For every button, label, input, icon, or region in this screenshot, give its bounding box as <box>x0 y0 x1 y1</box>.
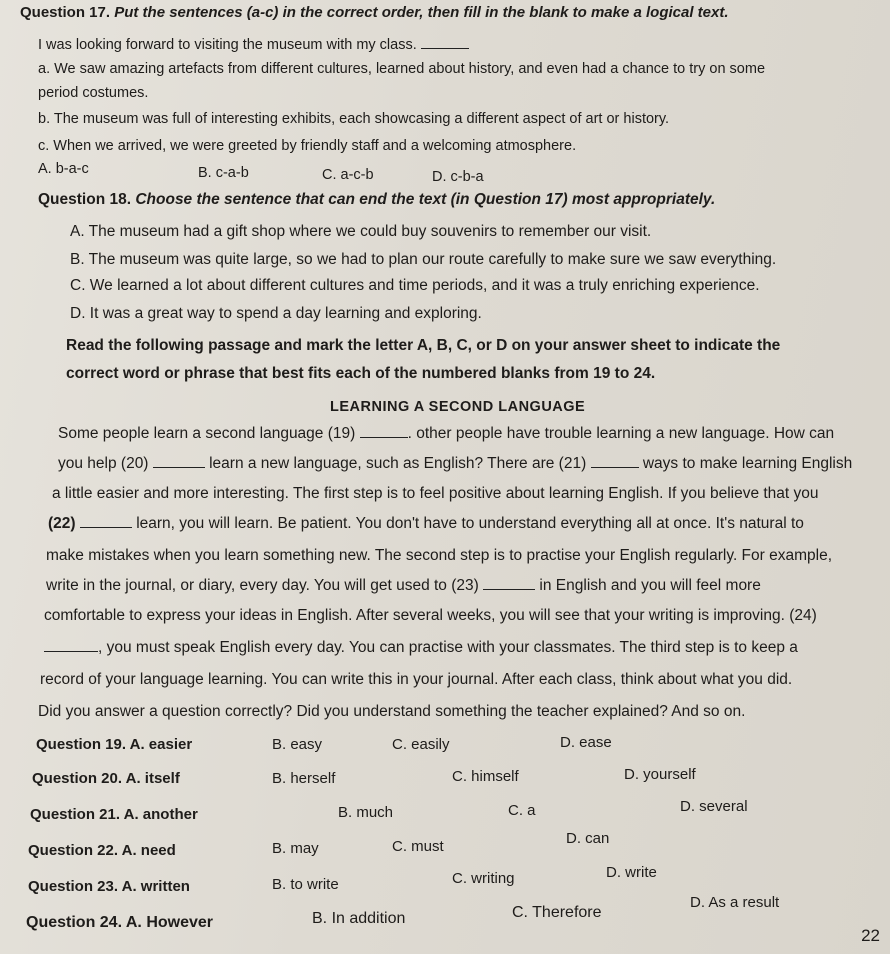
blank-21[interactable] <box>591 455 639 468</box>
q17-sentence-c: c. When we arrived, we were greeted by friendly staff and a welcoming atmosphere. <box>38 138 577 154</box>
q20-option-d[interactable]: D. yourself <box>624 766 696 783</box>
q18-option-a[interactable]: A. The museum had a gift shop where we could buy souvenirs to remember our visit. <box>70 223 652 240</box>
passage-line-1-start: Some people learn a second language (19) <box>58 425 356 442</box>
passage-line-2-start: you help (20) <box>58 455 149 472</box>
q21-option-d[interactable]: D. several <box>680 798 748 815</box>
q19-option-d[interactable]: D. ease <box>560 734 612 751</box>
q23-option-a[interactable]: Question 23. A. written <box>28 878 190 895</box>
passage-line-2-mid: learn a new language, such as English? There are (21) <box>209 455 587 472</box>
passage-line-4 <box>48 514 804 534</box>
blank-23[interactable] <box>483 577 535 590</box>
q21-option-c[interactable]: C. a <box>508 802 536 819</box>
reading-instruction-line2: correct word or phrase that best fits each of the numbered blanks from 19 to 24. <box>66 365 656 382</box>
passage-line-2 <box>58 454 852 474</box>
passage-line-1 <box>58 424 834 444</box>
q17-lead-text: I was looking forward to visiting the museum with my class. <box>38 37 417 53</box>
passage-line-7: comfortable to express your ideas in English. After several weeks, you will see that your writing is improving. (24) <box>44 607 817 624</box>
page-number: 22 <box>861 926 880 945</box>
q19-option-a[interactable]: Question 19. A. easier <box>36 736 193 753</box>
q24-option-c[interactable]: C. Therefore <box>512 904 602 921</box>
q21-option-b[interactable]: B. much <box>338 804 394 821</box>
q24-option-d[interactable]: D. As a result <box>690 894 780 911</box>
passage-line-6-start: write in the journal, or diary, every day. You will get used to (23) <box>46 577 479 594</box>
passage-line-1-end: . other people have trouble learning a new language. How can <box>407 425 835 442</box>
blank-24[interactable] <box>44 639 98 652</box>
q22-option-b[interactable]: B. may <box>272 840 319 857</box>
q23-option-c[interactable]: C. writing <box>452 870 515 887</box>
q17-instruction: Put the sentences (a-c) in the correct order, then fill in the blank to make a logical text. <box>114 4 729 21</box>
q17-option-a[interactable]: A. b-a-c <box>38 161 89 177</box>
passage-line-9: record of your language learning. You can write this in your journal. After each class, think about what you did. <box>40 671 793 688</box>
blank-20[interactable] <box>153 455 205 468</box>
passage-line-4-end: learn, you will learn. Be patient. You don't have to understand everything all at once. It's natural to <box>136 515 804 532</box>
q22-option-d[interactable]: D. can <box>566 830 610 847</box>
q18-instruction: Choose the sentence that can end the text (in Question 17) most appropriately. <box>135 191 716 208</box>
q18-option-c[interactable]: C. We learned a lot about different cultures and time periods, and it was a truly enriching experience. <box>70 277 760 294</box>
q20-option-a[interactable]: Question 20. A. itself <box>32 770 180 787</box>
q24-option-a[interactable]: Question 24. A. However <box>26 914 214 931</box>
q22-option-c[interactable]: C. must <box>392 838 444 855</box>
q23-option-d[interactable]: D. write <box>606 864 657 881</box>
passage-line-3: a little easier and more interesting. The first step is to feel positive about learning English. If you believe that you <box>52 485 819 502</box>
q23-option-b[interactable]: B. to write <box>272 876 339 893</box>
q17-blank[interactable] <box>421 36 469 49</box>
passage-line-5: make mistakes when you learn something new. The second step is to practise your English regularly. For example, <box>46 547 833 564</box>
q18-heading: Question 18. <box>38 191 132 208</box>
q17-sentence-a-line2: period costumes. <box>38 85 149 101</box>
q18-option-d[interactable]: D. It was a great way to spend a day learning and exploring. <box>70 305 482 322</box>
q20-option-b[interactable]: B. herself <box>272 770 336 787</box>
passage-line-8 <box>44 638 798 658</box>
reading-instruction-line1: Read the following passage and mark the letter A, B, C, or D on your answer sheet to indicate the <box>66 337 781 354</box>
q17-sentence-a-line1: a. We saw amazing artefacts from different cultures, learned about history, and even had a chance to try on some <box>38 61 766 77</box>
q24-option-b[interactable]: B. In addition <box>312 910 406 927</box>
passage-line-10: Did you answer a question correctly? Did you understand something the teacher explained? And so on. <box>38 703 746 720</box>
q17-sentence-b: b. The museum was full of interesting exhibits, each showcasing a different aspect of art or history. <box>38 111 670 127</box>
q20-option-c[interactable]: C. himself <box>452 768 519 785</box>
passage-line-6 <box>46 576 761 596</box>
passage-line-2-end: ways to make learning English <box>642 455 853 472</box>
q21-option-a[interactable]: Question 21. A. another <box>30 806 198 823</box>
q18-option-b[interactable]: B. The museum was quite large, so we had to plan our route carefully to make sure we saw everything. <box>70 251 777 268</box>
q19-option-b[interactable]: B. easy <box>272 736 323 753</box>
q17-heading: Question 17. <box>20 4 111 21</box>
q17-option-b[interactable]: B. c-a-b <box>198 165 249 181</box>
q17-option-c[interactable]: C. a-c-b <box>322 167 374 183</box>
passage-line-6-end: in English and you will feel more <box>539 577 761 594</box>
q19-option-c[interactable]: C. easily <box>392 736 450 753</box>
q18-header <box>38 190 715 210</box>
blank-22[interactable] <box>80 515 132 528</box>
q17-lead <box>38 36 469 54</box>
q17-option-d[interactable]: D. c-b-a <box>432 169 484 185</box>
passage-line-8-text: , you must speak English every day. You can practise with your classmates. The third step is to keep a <box>98 639 798 656</box>
blank-19[interactable] <box>360 425 408 438</box>
q22-option-a[interactable]: Question 22. A. need <box>28 842 176 859</box>
passage-title: LEARNING A SECOND LANGUAGE <box>330 399 586 415</box>
q17-header <box>20 4 729 22</box>
passage-line-4-number: (22) <box>48 515 76 532</box>
